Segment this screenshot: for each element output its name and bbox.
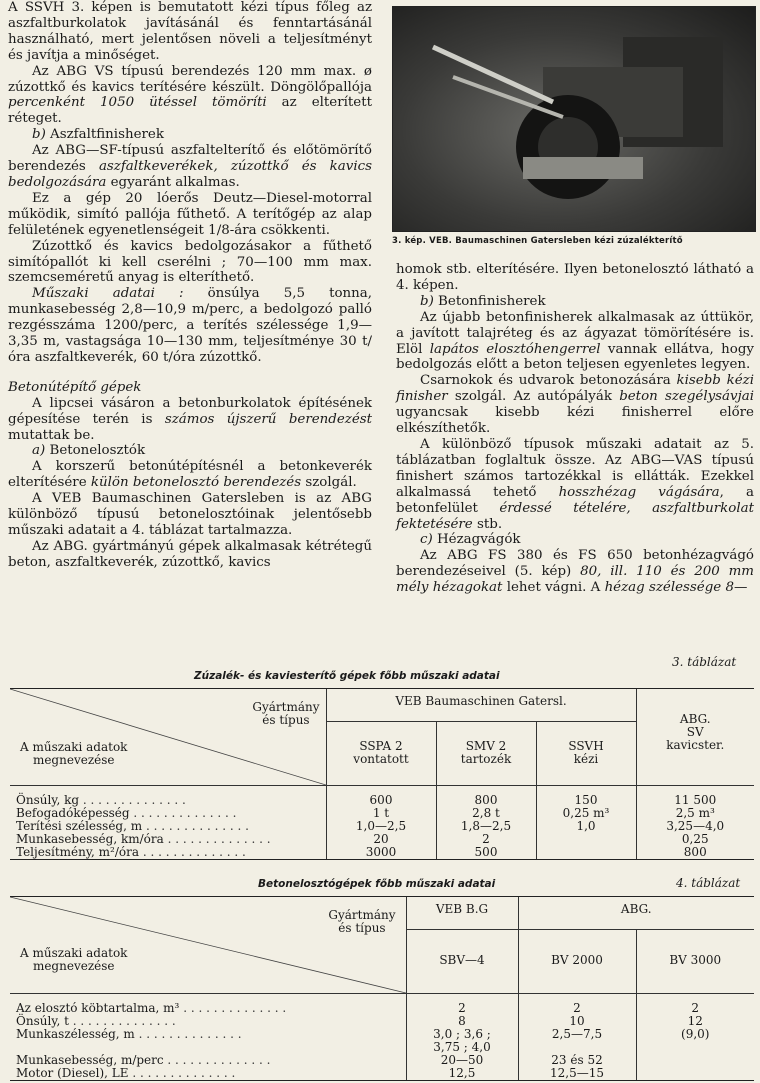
- table4-corner: Gyártmány és típus A műszaki adatok megnevezése: [10, 897, 406, 994]
- table3-col-abg: ABG. SV kavicster.: [636, 689, 754, 786]
- table-cell: 12,5: [406, 1067, 518, 1081]
- table-cell: 2,8 t: [436, 807, 536, 820]
- right-paragraph: A különböző típusok műszaki adatait az 5. táblázatban foglaltuk össze. Az ABG—VAS típusú finishert számos tartozékkal is ellátták. Ezekkel alkalmassá tehető hosszhézag vágására, a betonfelület érdessé tételére, aszfaltburkolat fektetésére stb.: [396, 436, 754, 532]
- table3-group-veb: VEB Baumaschinen Gatersl.: [326, 689, 636, 722]
- table-cell: 800: [436, 786, 536, 808]
- right-paragraph: homok stb. elterítésére. Ilyen betonelosztó látható a 4. képen.: [396, 262, 754, 293]
- row-label: Önsúly, t . . . . . . . . . . . . . .: [16, 1014, 176, 1028]
- table-cell: [636, 1041, 754, 1054]
- table-cell: 500: [436, 846, 536, 860]
- left-paragraph: Az ABG—SF-típusú aszfaltelterítő és előtömörítő berendezés aszfaltkeverékek, zúzottkő és kavics bedolgozására egyaránt alkalmas.: [8, 143, 372, 190]
- table3-corner: Gyártmány és típus A műszaki adatok megnevezése: [10, 689, 326, 786]
- table-cell: 20: [326, 833, 436, 846]
- left-paragraph: Műszaki adatai : önsúlya 5,5 tonna, munkasebesség 2,8—10,9 m/perc, a bedolgozó palló rezgésszáma 1200/perc, a terítés szélessége 1,9—3,35 m, vastagsága 10—130 mm, teljesítménye 30 t/óra aszfaltkeverék, 60 t/óra zúzottkő.: [8, 286, 372, 365]
- table-row: [10, 994, 754, 1016]
- figure-photo-road-machine: [392, 6, 756, 232]
- row-label: Önsúly, kg . . . . . . . . . . . . . .: [16, 793, 186, 807]
- row-label: Motor (Diesel), LE . . . . . . . . . . . . . .: [10, 1067, 406, 1081]
- table-cell: 1,8—2,5: [436, 820, 536, 833]
- row-label: Munkaszélesség, m . . . . . . . . . . . . . .: [16, 1027, 242, 1041]
- row-label: Terítési szélesség, m . . . . . . . . . . . . . .: [16, 819, 249, 833]
- row-label: Teljesítmény, m²/óra . . . . . . . . . . . . . .: [10, 846, 326, 860]
- table-cell: 12: [636, 1015, 754, 1028]
- table-cell: 1,0: [536, 820, 636, 833]
- left-paragraph: A korszerű betonútépítésnél a betonkeverék elterítésére külön betonelosztó berendezés szolgál.: [8, 459, 372, 491]
- table4-group-abg: ABG.: [518, 897, 754, 930]
- left-paragraph: Zúzottkő és kavics bedolgozásakor a fűthető simítópallót ki kell cserélni ; 70—100 mm max. szemcseméretű anyag is elteríthető.: [8, 238, 372, 286]
- left-paragraph: A lipcsei vásáron a betonburkolatok építésének gépesítése terén is számos újszerű berendezést mutattak be.: [8, 395, 372, 443]
- left-paragraph: A SSVH 3. képen is bemutatott kézi típus főleg az aszfaltburkolatok javításánál és fenntartásánál használható, mert jelentősen növeli a teljesítményt és javítja a minőséget.: [8, 0, 372, 63]
- table-row: [10, 846, 754, 860]
- row-label: Munkasebesség, m/perc . . . . . . . . . . . . . .: [16, 1053, 271, 1067]
- table-row: [10, 1067, 754, 1081]
- table-cell: 3,25—4,0: [636, 820, 754, 833]
- table4-number: 4. táblázat: [676, 876, 741, 890]
- left-paragraph: Az ABG. gyártmányú gépek alkalmasak kétrétegű beton, aszfaltkeverék, zúzottkő, kavics: [8, 538, 372, 570]
- table-cell: 2,5 m³: [636, 807, 754, 820]
- table4: [10, 896, 754, 1081]
- table-cell: 23 és 52: [518, 1054, 636, 1067]
- table-cell: [636, 1067, 754, 1081]
- table3-title: Zúzalék- és kaviesterítő gépek főbb műszaki adatai: [194, 670, 500, 682]
- table-cell: 3,0 ; 3,6 ;: [406, 1028, 518, 1041]
- table4-col-2: BV 2000: [518, 930, 636, 994]
- left-paragraph: Az ABG VS típusú berendezés 120 mm max. ø zúzottkő és kavics terítésére készült. Döngölőpallója percenként 1050 ütéssel tömöríti az elterített réteget.: [8, 63, 372, 127]
- table-cell: 10: [518, 1015, 636, 1028]
- table-cell: [536, 846, 636, 860]
- table3-col-2: SMV 2 tartozék: [436, 722, 536, 786]
- table-cell: 2: [518, 994, 636, 1016]
- table3-number: 3. táblázat: [672, 655, 737, 669]
- row-label: Az elosztó köbtartalma, m³ . . . . . . . . . . . . . .: [16, 1001, 287, 1015]
- table-row: [10, 786, 754, 808]
- table-row: [10, 1028, 754, 1041]
- table-cell: 0,25 m³: [536, 807, 636, 820]
- table4-group-veb: VEB B.G: [406, 897, 518, 930]
- table-cell: [536, 833, 636, 846]
- right-text-column: [396, 262, 754, 596]
- table-cell: 1 t: [326, 807, 436, 820]
- right-paragraph: Az ABG FS 380 és FS 650 betonhézagvágó berendezéseivel (5. kép) 80, ill. 110 és 200 mm mély hézagokat lehet vágni. A hézag szélessége 8—: [396, 548, 754, 596]
- table-cell: 600: [326, 786, 436, 808]
- table-cell: 0,25: [636, 833, 754, 846]
- table-cell: 800: [636, 846, 754, 860]
- table-cell: 12,5—15: [518, 1067, 636, 1081]
- table3-col-3: SSVH kézi: [536, 722, 636, 786]
- table-cell: 8: [406, 1015, 518, 1028]
- table-cell: 3,75 ; 4,0: [406, 1041, 518, 1054]
- row-label: Befogadóképesség . . . . . . . . . . . . . .: [16, 806, 237, 820]
- table4-col-3: BV 3000: [636, 930, 754, 994]
- row-label: Munkasebesség, km/óra . . . . . . . . . . . . . .: [16, 832, 271, 846]
- table-cell: (9,0): [636, 1028, 754, 1041]
- left-paragraph: A VEB Baumaschinen Gatersleben is az ABG különböző típusú betonelosztóinak jelentősebb műszaki adatait a 4. táblázat tartalmazza.: [8, 491, 372, 538]
- left-text-column: [8, 0, 372, 571]
- table-cell: 2: [636, 994, 754, 1016]
- left-paragraph: Ez a gép 20 lóerős Deutz—Diesel-motorral működik, simító pallója fűthető. A terítőgép az alap felületének egyenetlenségeit 1/8-ára csökkenti.: [8, 190, 372, 238]
- table-cell: 2: [406, 994, 518, 1016]
- table3: [10, 688, 754, 860]
- right-paragraph: Az újabb betonfinisherek alkalmasak az úttükör, a javított talajréteg és az ágyazat tömörítésére is. Elöl lapátos elosztóhengerrel vannak ellátva, hogy bedolgozás előtt a beton teljesen egyenletes legyen.: [396, 309, 754, 373]
- table-cell: [636, 1054, 754, 1067]
- right-paragraph: Csarnokok és udvarok betonozására kisebb kézi finisher szolgál. Az autópályák beton szegélysávjai ugyancsak kisebb kézi finisherrel előre elkészíthetők.: [396, 373, 755, 437]
- table-cell: 3000: [326, 846, 436, 860]
- left-paragraph: Betonútépítő gépek: [8, 379, 142, 395]
- table-cell: 1,0—2,5: [326, 820, 436, 833]
- right-paragraph: b) Betonfinisherek: [420, 293, 546, 309]
- figure-caption: 3. kép. VEB. Baumaschinen Gatersleben kézi zúzalékterítő: [392, 236, 683, 246]
- left-paragraph: a) Betonelosztók: [32, 443, 146, 459]
- table4-title: Betonelosztógépek főbb műszaki adatai: [258, 878, 496, 890]
- table-cell: 2,5—7,5: [518, 1028, 636, 1041]
- table-cell: 20—50: [406, 1054, 518, 1067]
- table-cell: 2: [436, 833, 536, 846]
- table-cell: 150: [536, 786, 636, 808]
- right-paragraph: c) Hézagvágók: [420, 532, 521, 548]
- table4-col-1: SBV—4: [406, 930, 518, 994]
- table-cell: 11 500: [636, 786, 754, 808]
- table3-col-1: SSPA 2 vontatott: [326, 722, 436, 786]
- left-paragraph: b) Aszfaltfinisherek: [32, 127, 164, 143]
